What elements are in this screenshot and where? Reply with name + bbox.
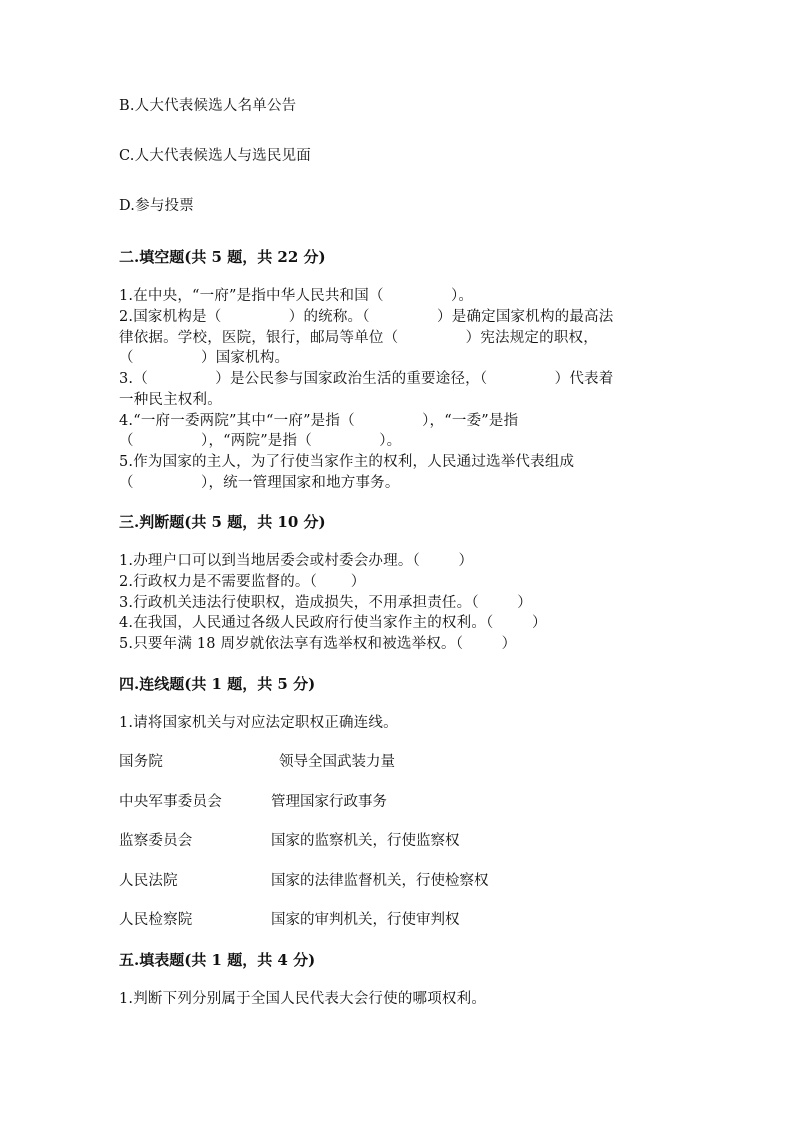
matching-left-item: 中央军事委员会: [119, 794, 222, 810]
true-false-item: 5.只要年满 18 周岁就依法享有选举权和被选举权。（ ）: [119, 636, 517, 652]
section-heading-true-false: 三.判断题(共 5 题，共 10 分): [119, 513, 326, 531]
option-c: C.人大代表候选人与选民见面: [119, 148, 311, 164]
matching-right-item: 国家的法律监督机关，行使检察权: [271, 873, 489, 889]
fill-blank-line: 1.在中央，“一府”是指中华人民共和国（ ）。: [119, 288, 474, 304]
matching-right-item: 管理国家行政事务: [271, 794, 387, 810]
true-false-item: 2.行政权力是不需要监督的。（ ）: [119, 574, 366, 590]
fill-blank-line: 5.作为国家的主人，为了行使当家作主的权利，人民通过选举代表组成: [119, 454, 575, 470]
matching-left-item: 国务院: [119, 754, 164, 770]
true-false-item: 4.在我国，人民通过各级人民政府行使当家作主的权利。（ ）: [119, 615, 547, 631]
fill-blank-line: 2.国家机构是（ ）的统称。（ ）是确定国家机构的最高法: [119, 309, 614, 325]
matching-right-item: 领导全国武装力量: [279, 754, 395, 770]
fill-blank-line: （ ），“两院”是指（ ）。: [119, 433, 402, 449]
matching-left-item: 人民检察院: [119, 912, 193, 928]
fill-blank-line: 3.（ ）是公民参与国家政治生活的重要途径，（ ）代表着: [119, 371, 614, 387]
true-false-item: 1.办理户口可以到当地居委会或村委会办理。（ ）: [119, 553, 474, 569]
matching-right-item: 国家的监察机关，行使监察权: [271, 833, 460, 849]
true-false-item: 3.行政机关违法行使职权，造成损失，不用承担责任。（ ）: [119, 595, 532, 611]
fill-blank-line: （ ），统一管理国家和地方事务。: [119, 475, 400, 491]
matching-left-item: 人民法院: [119, 873, 178, 889]
matching-prompt: 1.请将国家机关与对应法定职权正确连线。: [119, 715, 398, 731]
fill-blank-line: 律依据。学校，医院，银行，邮局等单位（ ）宪法规定的职权，: [119, 330, 598, 346]
option-d: D.参与投票: [119, 198, 194, 214]
fill-blank-line: 一种民主权利。: [119, 392, 222, 408]
section-heading-table-fill: 五.填表题(共 1 题，共 4 分): [119, 951, 316, 969]
matching-left-item: 监察委员会: [119, 833, 193, 849]
section-heading-fill-blank: 二.填空题(共 5 题，共 22 分): [119, 248, 326, 266]
fill-blank-line: 4.“一府一委两院”其中“一府”是指（ ），“一委”是指: [119, 413, 519, 429]
table-fill-prompt: 1.判断下列分别属于全国人民代表大会行使的哪项权利。: [119, 991, 487, 1007]
matching-right-item: 国家的审判机关，行使审判权: [271, 912, 460, 928]
fill-blank-line: （ ）国家机构。: [119, 350, 290, 366]
section-heading-matching: 四.连线题(共 1 题，共 5 分): [119, 675, 316, 693]
option-b: B.人大代表候选人名单公告: [119, 98, 297, 114]
